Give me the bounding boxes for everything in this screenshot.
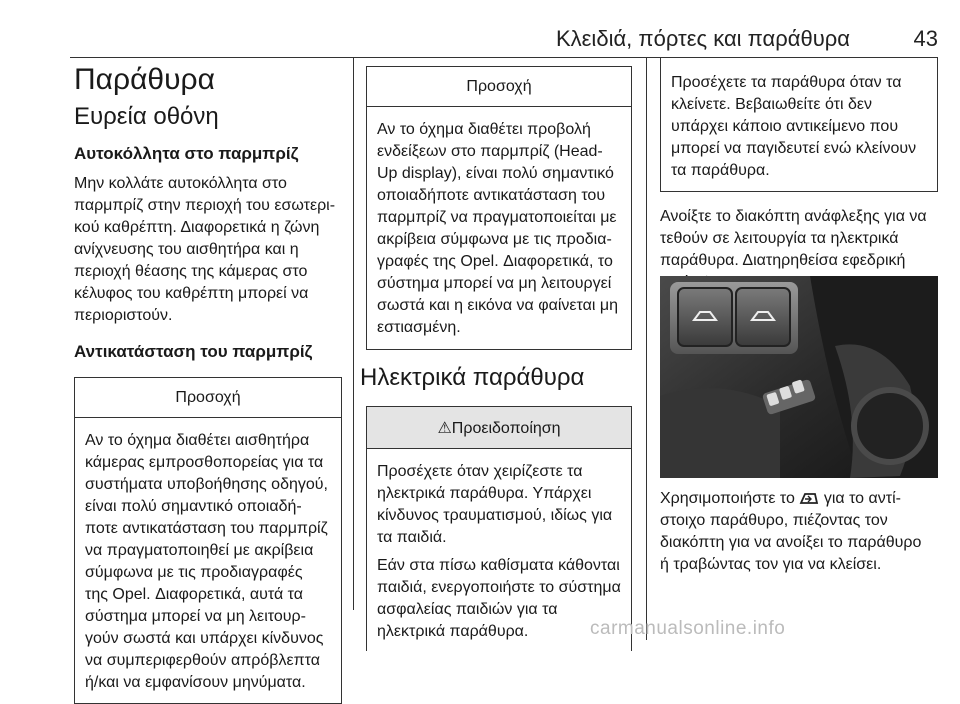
text-line: ασφαλείας παιδιών για τα (377, 601, 558, 618)
text-line: συστήματα υποβοήθησης οδηγού, (85, 476, 328, 493)
text-line: κίνδυνος τραυματισμού, ιδίως για (377, 507, 613, 524)
text-line: τα παιδιά. (377, 529, 447, 546)
page-number: 43 (913, 26, 938, 51)
heading-power-windows: Ηλεκτρικά παράθυρα (360, 364, 585, 391)
text-line: ή τραβώντας τον για να κλείσει. (660, 556, 882, 573)
text-line: ανίχνευσης του αισθητήρα και η (74, 241, 299, 258)
page-header (0, 0, 960, 56)
column-rule-1 (353, 58, 354, 610)
window-switch-illustration (660, 276, 938, 478)
text-line: ενδείξεων στο παρμπρίζ (Head- (377, 143, 603, 160)
warning-box-continued (660, 58, 938, 192)
warning-title: Προειδοποίηση (451, 420, 561, 437)
text-line: μπορεί να παγιδευτεί ενώ κλείνουν (671, 140, 917, 157)
text-line: τα παράθυρα. (671, 162, 770, 179)
text-line: κέλυφος του καθρέπτη μπορεί να (74, 285, 309, 302)
text-line: Αν το όχημα διαθέτει αισθητήρα (85, 432, 310, 449)
column-rule-2 (646, 58, 647, 640)
paragraph-switch-usage (660, 488, 942, 576)
text-line: περιοχή θέασης της κάμερας στο (74, 263, 308, 280)
text-line: τεθούν σε λειτουργία τα ηλεκτρικά (660, 230, 899, 247)
text-line: σύστημα μπορεί να μη λειτουρ- (85, 608, 306, 625)
text-fragment: Χρησιμοποιήστε το (660, 490, 795, 507)
text-line: ποτε αντικατάσταση του παρμπρίζ (85, 520, 328, 537)
watermark: carmanualsonline.info (590, 618, 786, 639)
warning-paragraph-1 (377, 461, 621, 549)
caution-title: Προσοχή (75, 378, 341, 418)
text-line: της Opel. Διαφορετικά, αυτά τα (85, 586, 304, 603)
text-line: εστιασμένη. (377, 319, 461, 336)
text-line: Προσέχετε όταν χειρίζεστε τα (377, 463, 583, 480)
caution-box-hud (366, 66, 632, 350)
column-3 (660, 58, 938, 294)
text-line: να συμπεριφερθούν απρόβλεπτα (85, 652, 320, 669)
text-line: ακρίβεια σύμφωνα με τις προδια- (377, 231, 612, 248)
text-line: Εάν στα πίσω καθίσματα κάθονται (377, 557, 620, 574)
text-line: ηλεκτρικά παράθυρα. (377, 623, 529, 640)
text-line: γούν σωστά και υπάρχει κίνδυνος (85, 630, 324, 647)
heading-stickers: Αυτοκόλλητα στο παρμπρίζ (74, 144, 299, 163)
text-line: υπάρχει κάποιο αντικείμενο που (671, 118, 899, 135)
column-2 (360, 66, 632, 651)
text-line: ηλεκτρικά παράθυρα. Υπάρχει (377, 485, 592, 502)
chapter-title: Κλειδιά, πόρτες και παράθυρα (555, 26, 850, 51)
subsection-title: Ευρεία οθόνη (74, 103, 219, 130)
text-fragment: για το αντί- (823, 490, 901, 507)
caution-title: Προσοχή (367, 67, 631, 107)
text-line: Ανοίξτε το διακόπτη ανάφλεξης για να (660, 208, 927, 225)
caution-box-camera (74, 377, 342, 704)
text-line: κλείνετε. Βεβαιωθείτε ότι δεν (671, 96, 872, 113)
text-line: να πραγματοποιηθεί με ακρίβεια (85, 542, 314, 559)
section-title: Παράθυρα (74, 63, 215, 96)
text-line: παράθυρα. Διατηρηθείσα εφεδρική (660, 252, 906, 269)
text-line: Μην κολλάτε αυτοκόλλητα στο (74, 175, 287, 192)
text-line: γραφές της Opel. Διαφορετικά, το (377, 253, 613, 270)
text-line: παρμπρίζ να πραγματοποιείται με (377, 209, 617, 226)
text-line: Αν το όχημα διαθέτει προβολή (377, 121, 591, 138)
warning-paragraph-2 (377, 555, 621, 643)
text-line: κάμερας εμπροσθοπορείας για τα (85, 454, 324, 471)
paragraph-stickers (74, 173, 342, 327)
text-line: διακόπτη για να ανοίξει το παράθυρο (660, 534, 922, 551)
text-line: παρμπρίζ στην περιοχή του εσωτερι- (74, 197, 336, 214)
text-line: σωστά και η εικόνα να φαίνεται μη (377, 297, 618, 314)
text-line: σύστημα μπορεί να μη λειτουργεί (377, 275, 612, 292)
text-line: παιδιά, ενεργοποιήστε το σύστημα (377, 579, 621, 596)
text-line: οποιαδήποτε αντικατάσταση του (377, 187, 606, 204)
text-line: Up display), είναι πολύ σημαντικό (377, 165, 614, 182)
text-line (660, 488, 942, 510)
text-line: Προσέχετε τα παράθυρα όταν τα (671, 74, 902, 91)
window-switch-icon (799, 491, 819, 505)
text-line: κού καθρέπτη. Διαφορετικά η ζώνη (74, 219, 320, 236)
text-line: σύμφωνα με τις προδιαγραφές (85, 564, 303, 581)
warning-box (366, 406, 632, 651)
text-line: περιοριστούν. (74, 307, 173, 324)
warning-header (367, 407, 631, 449)
column-1 (74, 58, 342, 704)
text-line: είναι πολύ σημαντικό οποιαδή- (85, 498, 302, 515)
text-line: στοιχο παράθυρο, πιέζοντας τον (660, 512, 888, 529)
window-switch-photo (660, 276, 938, 478)
text-line: ή/και να εμφανίσουν μηνύματα. (85, 674, 306, 691)
warning-icon: ⚠ (437, 420, 452, 437)
heading-windscreen-replacement: Αντικατάσταση του παρμπρίζ (74, 342, 313, 361)
